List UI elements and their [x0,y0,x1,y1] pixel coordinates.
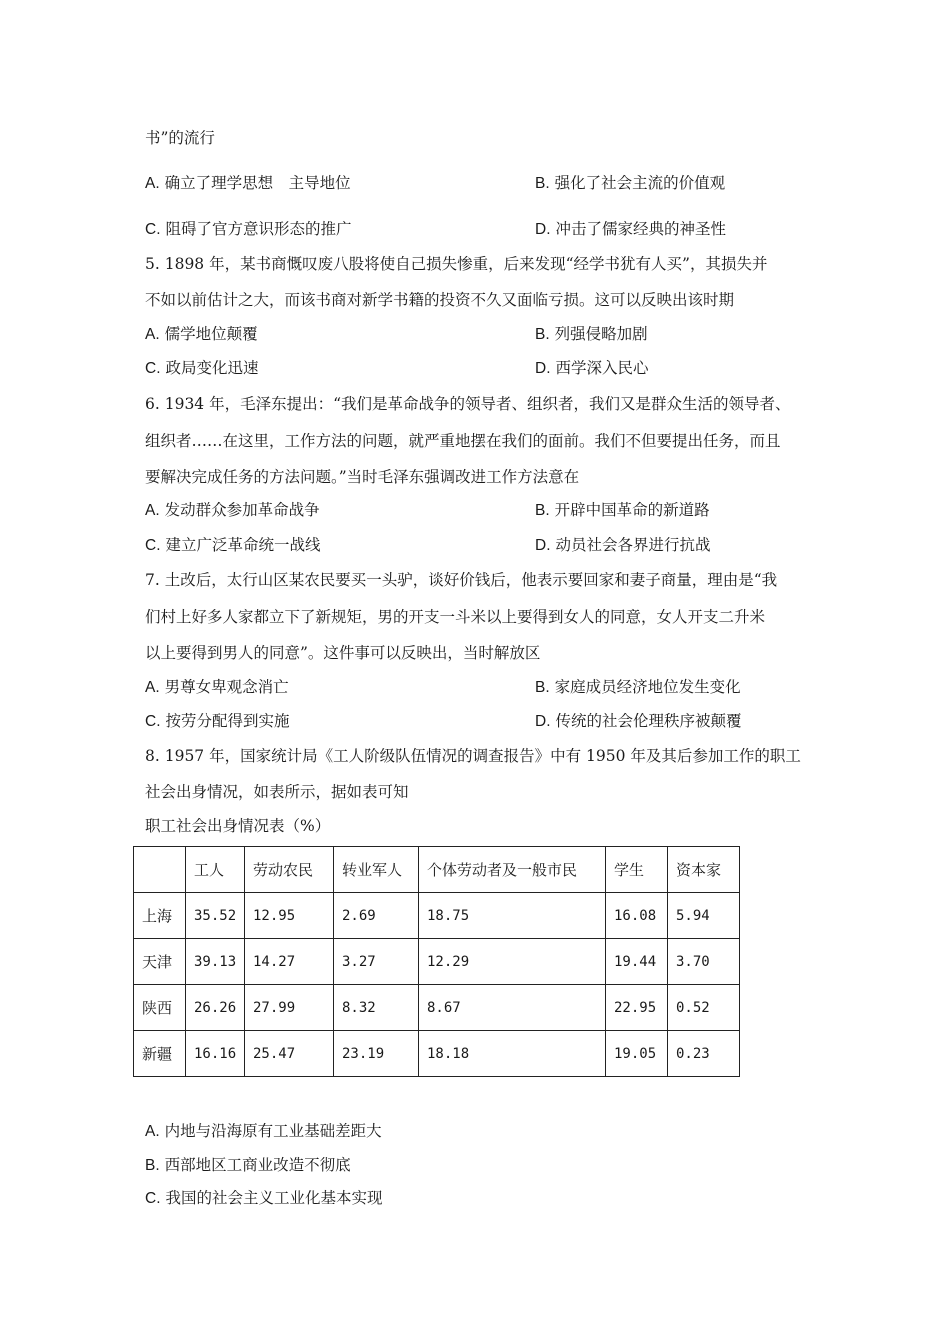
q5-option-b[interactable] [535,324,648,345]
q8-option-b[interactable] [145,1155,351,1176]
q6-stem-line2: 组织者……在这里，工作方法的问题，就严重地摆在我们的面前。我们不但要提出任务，而且 [145,432,781,450]
region-cell: 陕西 [134,985,186,1031]
option-text: 政局变化迅速 [165,359,259,377]
q5-stem-line1: 5. 1898 年，某书商慨叹废八股将使自己损失惨重，后来发现“经学书犹有人买”，其损失并 [145,255,768,273]
q7-stem-line2: 们村上好多人家都立下了新规矩，男的开支一斗米以上要得到女人的同意，女人开支二升米 [145,608,766,626]
region-cell: 新疆 [134,1031,186,1077]
option-label: D. [535,360,551,377]
option-text: 传统的社会伦理秩序被颠覆 [555,712,742,730]
value-cell: 23.19 [334,1031,419,1077]
header-cell [134,847,186,893]
table-header-row [134,847,740,893]
q4-option-b[interactable] [535,173,725,194]
q8-stem-line1: 8. 1957 年，国家统计局《工人阶级队伍情况的调查报告》中有 1950 年及其后参加工作的职工 [145,747,801,765]
option-text: 内地与沿海原有工业基础差距大 [164,1122,382,1140]
value-cell: 19.05 [606,1031,668,1077]
option-label: C. [145,713,161,730]
q4-option-d[interactable] [535,219,726,240]
table-row [134,985,740,1031]
value-cell: 5.94 [668,893,740,939]
value-cell: 8.67 [419,985,606,1031]
header-cell: 转业军人 [334,847,419,893]
value-cell: 0.23 [668,1031,740,1077]
option-label: B. [145,1157,160,1174]
q5-option-c[interactable] [145,358,258,379]
q5-option-a[interactable] [145,324,258,345]
q8-stem-line2: 社会出身情况，如表所示，据如表可知 [145,783,409,801]
option-label: C. [145,221,161,238]
q5-stem-line2: 不如以前估计之大，而该书商对新学书籍的投资不久又面临亏损。这可以反映出该时期 [145,291,735,309]
option-text: 儒学地位颠覆 [164,325,258,343]
option-text: 西部地区工商业改造不彻底 [164,1156,351,1174]
occupation-origin-table [133,846,740,1077]
value-cell: 16.16 [186,1031,245,1077]
q4-option-a[interactable] [145,173,351,194]
option-text: 发动群众参加革命战争 [164,501,320,519]
value-cell: 3.27 [334,939,419,985]
q7-stem-line3: 以上要得到男人的同意”。这件事可以反映出，当时解放区 [145,644,541,662]
table-row [134,939,740,985]
value-cell: 14.27 [245,939,334,985]
option-label: D. [535,221,551,238]
value-cell: 0.52 [668,985,740,1031]
region-cell: 天津 [134,939,186,985]
region-cell: 上海 [134,893,186,939]
table-row [134,1031,740,1077]
option-text: 确立了理学思想 主导地位 [164,174,351,192]
option-label: A. [145,1123,160,1140]
value-cell: 12.95 [245,893,334,939]
value-cell: 8.32 [334,985,419,1031]
value-cell: 27.99 [245,985,334,1031]
q5-option-d[interactable] [535,358,648,379]
table-row [134,893,740,939]
q6-stem-line3: 要解决完成任务的方法问题。”当时毛泽东强调改进工作方法意在 [145,468,580,486]
value-cell: 26.26 [186,985,245,1031]
option-label: D. [535,713,551,730]
option-text: 列强侵略加剧 [554,325,648,343]
option-text: 开辟中国革命的新道路 [554,501,710,519]
value-cell: 2.69 [334,893,419,939]
header-cell: 学生 [606,847,668,893]
value-cell: 39.13 [186,939,245,985]
option-label: B. [535,502,550,519]
option-text: 阻碍了官方意识形态的推广 [165,220,352,238]
option-label: D. [535,537,551,554]
value-cell: 3.70 [668,939,740,985]
option-text: 男尊女卑观念消亡 [164,678,289,696]
value-cell: 19.44 [606,939,668,985]
option-label: A. [145,502,160,519]
q8-option-a[interactable] [145,1121,382,1142]
q7-option-a[interactable] [145,677,289,698]
header-cell: 工人 [186,847,245,893]
option-label: A. [145,679,160,696]
value-cell: 25.47 [245,1031,334,1077]
table-title: 职工社会出身情况表（%） [145,817,331,835]
option-text: 家庭成员经济地位发生变化 [554,678,741,696]
q7-option-c[interactable] [145,711,289,732]
option-text: 强化了社会主流的价值观 [554,174,726,192]
q6-stem-line1: 6. 1934 年，毛泽东提出：“我们是革命战争的领导者、组织者，我们又是群众生活的领导者、 [145,395,791,413]
option-text: 动员社会各界进行抗战 [555,536,711,554]
option-label: A. [145,326,160,343]
option-text: 按劳分配得到实施 [165,712,290,730]
value-cell: 18.18 [419,1031,606,1077]
q6-option-c[interactable] [145,535,320,556]
option-label: C. [145,360,161,377]
option-text: 我国的社会主义工业化基本实现 [165,1189,383,1207]
value-cell: 12.29 [419,939,606,985]
option-label: B. [535,326,550,343]
value-cell: 16.08 [606,893,668,939]
q4-option-c[interactable] [145,219,351,240]
q6-option-a[interactable] [145,500,320,521]
option-label: C. [145,1190,161,1207]
q4-stem-tail: 书”的流行 [145,129,215,147]
value-cell: 35.52 [186,893,245,939]
q8-option-c[interactable] [145,1188,382,1209]
header-cell: 资本家 [668,847,740,893]
option-label: B. [535,679,550,696]
option-text: 冲击了儒家经典的神圣性 [555,220,726,238]
value-cell: 18.75 [419,893,606,939]
q7-stem-line1: 7. 土改后，太行山区某农民要买一头驴，谈好价钱后，他表示要回家和妻子商量，理由是“我 [145,571,778,589]
q6-option-b[interactable] [535,500,710,521]
option-label: A. [145,175,160,192]
option-text: 西学深入民心 [555,359,649,377]
header-cell: 个体劳动者及一般市民 [419,847,606,893]
header-cell: 劳动农民 [245,847,334,893]
value-cell: 22.95 [606,985,668,1031]
option-text: 建立广泛革命统一战线 [165,536,321,554]
option-label: C. [145,537,161,554]
q7-option-b[interactable] [535,677,741,698]
q7-option-d[interactable] [535,711,741,732]
option-label: B. [535,175,550,192]
q6-option-d[interactable] [535,535,710,556]
